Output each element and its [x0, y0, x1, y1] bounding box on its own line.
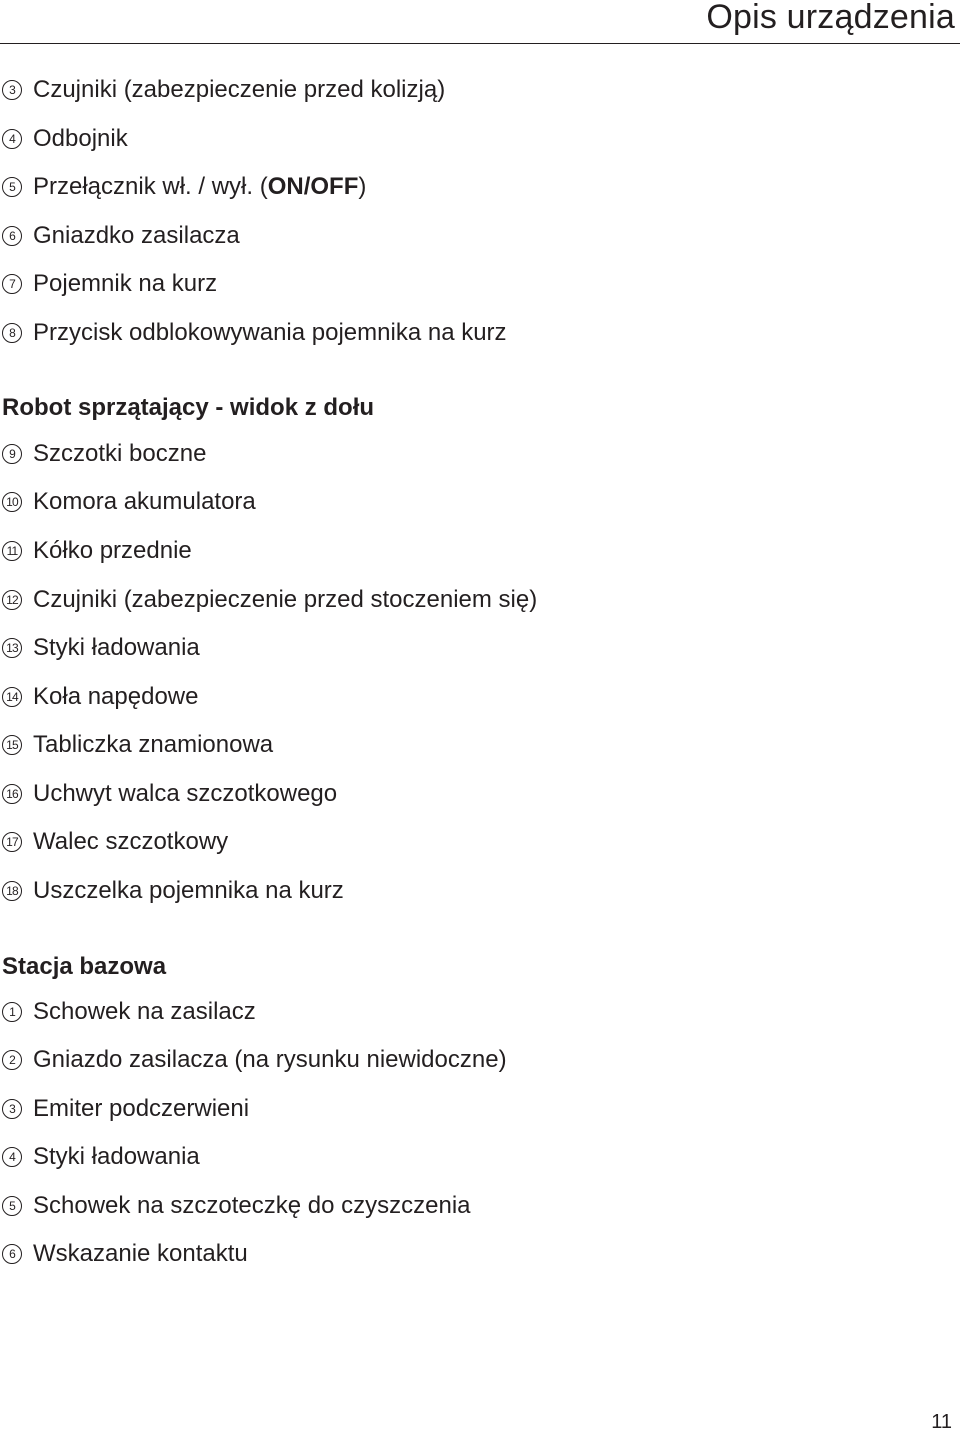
item-label: Tabliczka znamionowa — [33, 731, 274, 758]
list-item — [2, 633, 200, 663]
list-item — [2, 1142, 200, 1172]
list-item — [2, 876, 344, 906]
item-number-badge: 13 — [2, 638, 22, 658]
list-item — [2, 585, 537, 615]
list-item — [2, 827, 228, 857]
list-item — [2, 1094, 249, 1124]
item-number-badge: 15 — [2, 735, 22, 755]
list-item — [2, 124, 128, 154]
list-item — [2, 269, 217, 299]
item-label: Schowek na zasilacz — [33, 998, 256, 1025]
item-label: Wskazanie kontaktu — [33, 1240, 248, 1267]
item-number-badge: 2 — [2, 1050, 22, 1070]
item-number-badge: 12 — [2, 590, 22, 610]
list-item — [2, 779, 337, 809]
list-item — [2, 318, 507, 348]
list-item — [2, 439, 206, 469]
item-number-badge: 7 — [2, 274, 22, 294]
item-label — [33, 172, 366, 202]
item-label: Szczotki boczne — [33, 440, 207, 467]
item-number-badge: 9 — [2, 444, 22, 464]
list-item — [2, 730, 273, 760]
list-item — [2, 1239, 248, 1269]
item-number-badge: 4 — [2, 1147, 22, 1167]
item-label: Walec szczotkowy — [33, 828, 229, 855]
item-label: Czujniki (zabezpieczenie przed stoczeniem się) — [33, 586, 538, 613]
item-number-badge: 4 — [2, 129, 22, 149]
list-item — [2, 1191, 471, 1221]
item-number-badge: 11 — [2, 541, 22, 561]
list-item — [2, 536, 192, 566]
item-label: Przycisk odblokowywania pojemnika na kurz — [33, 319, 507, 346]
item-label: Uszczelka pojemnika na kurz — [33, 877, 344, 904]
item-label: Pojemnik na kurz — [33, 270, 218, 297]
item-number-badge: 5 — [2, 177, 22, 197]
item-number-badge: 17 — [2, 832, 22, 852]
item-label: Gniazdo zasilacza (na rysunku niewidoczne) — [33, 1046, 507, 1073]
item-label: Uchwyt walca szczotkowego — [33, 780, 338, 807]
item-label: Schowek na szczoteczkę do czyszczenia — [33, 1192, 471, 1219]
list-item — [2, 172, 366, 202]
list-item — [2, 1045, 507, 1075]
item-label: Czujniki (zabezpieczenie przed kolizją) — [33, 76, 446, 103]
item-number-badge: 3 — [2, 80, 22, 100]
item-number-badge: 16 — [2, 784, 22, 804]
item-number-badge: 8 — [2, 323, 22, 343]
item-label: Emiter podczerwieni — [33, 1095, 250, 1122]
item-label-suffix: ) — [358, 173, 367, 200]
list-item — [2, 75, 445, 105]
item-label: Styki ładowania — [33, 634, 200, 661]
item-label: Kółko przednie — [33, 537, 192, 564]
item-label: Odbojnik — [33, 125, 128, 152]
item-number-badge: 6 — [2, 1244, 22, 1264]
item-number-badge: 10 — [2, 492, 22, 512]
item-label: Styki ładowania — [33, 1143, 200, 1170]
list-item — [2, 682, 198, 712]
item-label-bold: ON/OFF — [267, 173, 359, 200]
section-heading-bottom-view: Robot sprzątający - widok z dołu — [2, 394, 375, 421]
list-item — [2, 997, 256, 1027]
item-number-badge: 18 — [2, 881, 22, 901]
item-label: Koła napędowe — [33, 683, 199, 710]
item-number-badge: 5 — [2, 1196, 22, 1216]
page-title: Opis urządzenia — [706, 0, 955, 36]
section-heading-base-station: Stacja bazowa — [2, 953, 167, 980]
list-item — [2, 221, 240, 251]
item-number-badge: 6 — [2, 226, 22, 246]
header-divider — [0, 43, 960, 44]
page-number: 11 — [931, 1411, 952, 1433]
item-number-badge: 14 — [2, 687, 22, 707]
item-label-prefix: Przełącznik wł. / wył. ( — [33, 173, 268, 200]
list-item — [2, 487, 256, 517]
item-number-badge: 3 — [2, 1099, 22, 1119]
item-number-badge: 1 — [2, 1002, 22, 1022]
item-label: Komora akumulatora — [33, 488, 256, 515]
item-label: Gniazdko zasilacza — [33, 222, 240, 249]
